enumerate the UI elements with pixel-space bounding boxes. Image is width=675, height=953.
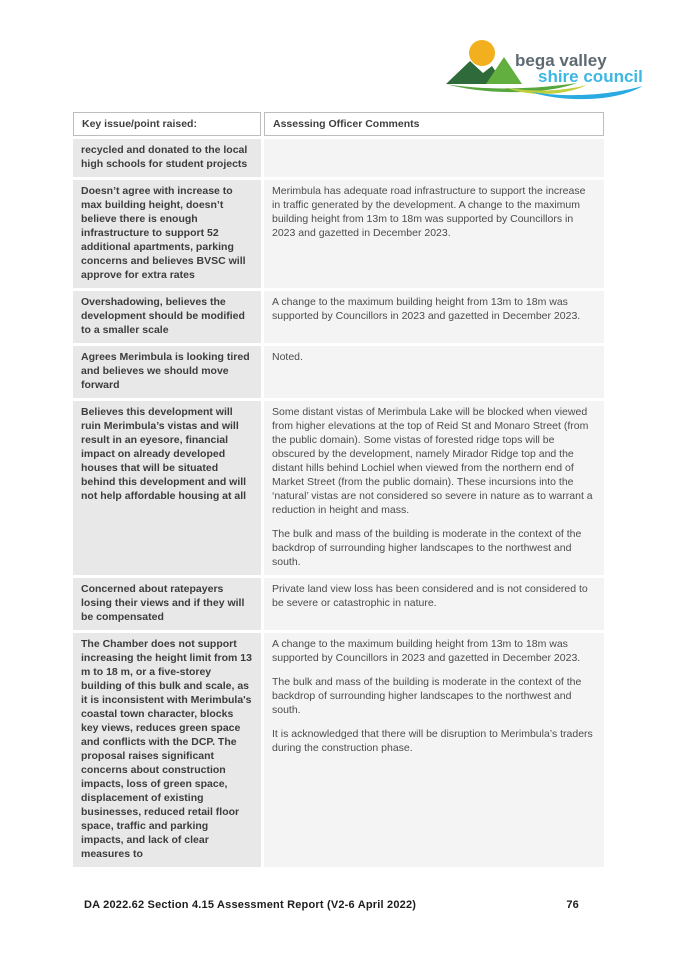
issue-cell: Believes this development will ruin Merimbula’s vistas and will result in an eyesore, financial impact on already developed houses that will be situated behind this development and will not help affordable housing at all — [73, 401, 261, 575]
comment-paragraph: It is acknowledged that there will be disruption to Merimbula’s traders during the construction phase. — [272, 728, 593, 754]
comment-paragraph: Noted. — [272, 351, 303, 363]
logo-text-line2: shire council — [538, 67, 643, 86]
table-row — [73, 578, 604, 630]
table-row — [73, 346, 604, 398]
table-row — [73, 291, 604, 343]
issue-cell: Agrees Merimbula is looking tired and believes we should move forward — [73, 346, 261, 398]
comment-paragraph: The bulk and mass of the building is moderate in the context of the backdrop of surrounding higher landscapes to the northwest and south. — [272, 528, 582, 568]
footer-report-title: DA 2022.62 Section 4.15 Assessment Report (V2-6 April 2022) — [84, 899, 417, 911]
issue-cell: Overshadowing, believes the development should be modified to a smaller scale — [73, 291, 261, 343]
comments-cell — [264, 139, 604, 177]
table-row — [73, 633, 604, 867]
comments-cell — [264, 578, 604, 630]
comments-cell — [264, 401, 604, 575]
issue-cell: The Chamber does not support increasing the height limit from 13 m to 18 m, or a five-storey building of this bulk and scale, as it is inconsistent with Merimbula's coastal town character, blocks key views, reduces green space and conflicts with the DCP. The proposal raises significant concerns about construction impacts, loss of green space, displacement of existing businesses, reduced retail floor space, traffic and parking impacts, and lack of clear measures to — [73, 633, 261, 867]
comment-paragraph: A change to the maximum building height from 13m to 18m was supported by Councillors in 2023 and gazetted in December 2023. — [272, 296, 581, 322]
table-row — [73, 401, 604, 575]
comment-paragraph: Some distant vistas of Merimbula Lake will be blocked when viewed from higher elevations at the top of Reid St and Monaro Street (from the public domain). Some vistas of forested ridge tops will be obscured by the development, namely Mirador Ridge top and the distant hills behind Lochiel when viewed from the northern end of Market Street (from the public domain). These incursions into the ‘natural’ vistas are not considered so severe in nature as to warrant a reduction in height and mass. — [272, 406, 593, 516]
issue-cell: recycled and donated to the local high schools for student projects — [73, 139, 261, 177]
comments-cell — [264, 291, 604, 343]
issue-header-cell: Key issue/point raised: — [73, 112, 261, 136]
table-body — [73, 139, 604, 867]
issue-cell: Doesn’t agree with increase to max building height, doesn’t believe there is enough infrastructure to support 52 additional apartments, parking concerns and believes BVSC will approve for extra rates — [73, 180, 261, 288]
logo-text-line1: bega valley — [515, 51, 607, 70]
footer-page-number: 76 — [566, 899, 579, 911]
table-row — [73, 180, 604, 288]
footer — [84, 899, 579, 911]
logo-sun-icon — [469, 40, 495, 66]
comments-header-cell: Assessing Officer Comments — [264, 112, 604, 136]
comment-paragraph: Merimbula has adequate road infrastructure to support the increase in traffic generated by the development. A change to the maximum building height from 13m to 18m was supported by Councillors in 2023 and gazetted in December 2023. — [272, 185, 586, 239]
comments-cell — [264, 346, 604, 398]
comment-paragraph: Private land view loss has been considered and is not considered to be severe or catastrophic in nature. — [272, 583, 588, 609]
comments-cell — [264, 633, 604, 867]
table-header-row — [73, 112, 604, 136]
council-logo — [445, 36, 661, 102]
comments-cell — [264, 180, 604, 288]
comment-paragraph: The bulk and mass of the building is moderate in the context of the backdrop of surrounding higher landscapes to the northwest and south. — [272, 676, 582, 716]
assessment-table — [73, 112, 604, 870]
table-row — [73, 139, 604, 177]
comment-paragraph: A change to the maximum building height from 13m to 18m was supported by Councillors in 2023 and gazetted in December 2023. — [272, 638, 581, 664]
council-logo-graphic — [445, 36, 661, 102]
issue-cell: Concerned about ratepayers losing their views and if they will be compensated — [73, 578, 261, 630]
